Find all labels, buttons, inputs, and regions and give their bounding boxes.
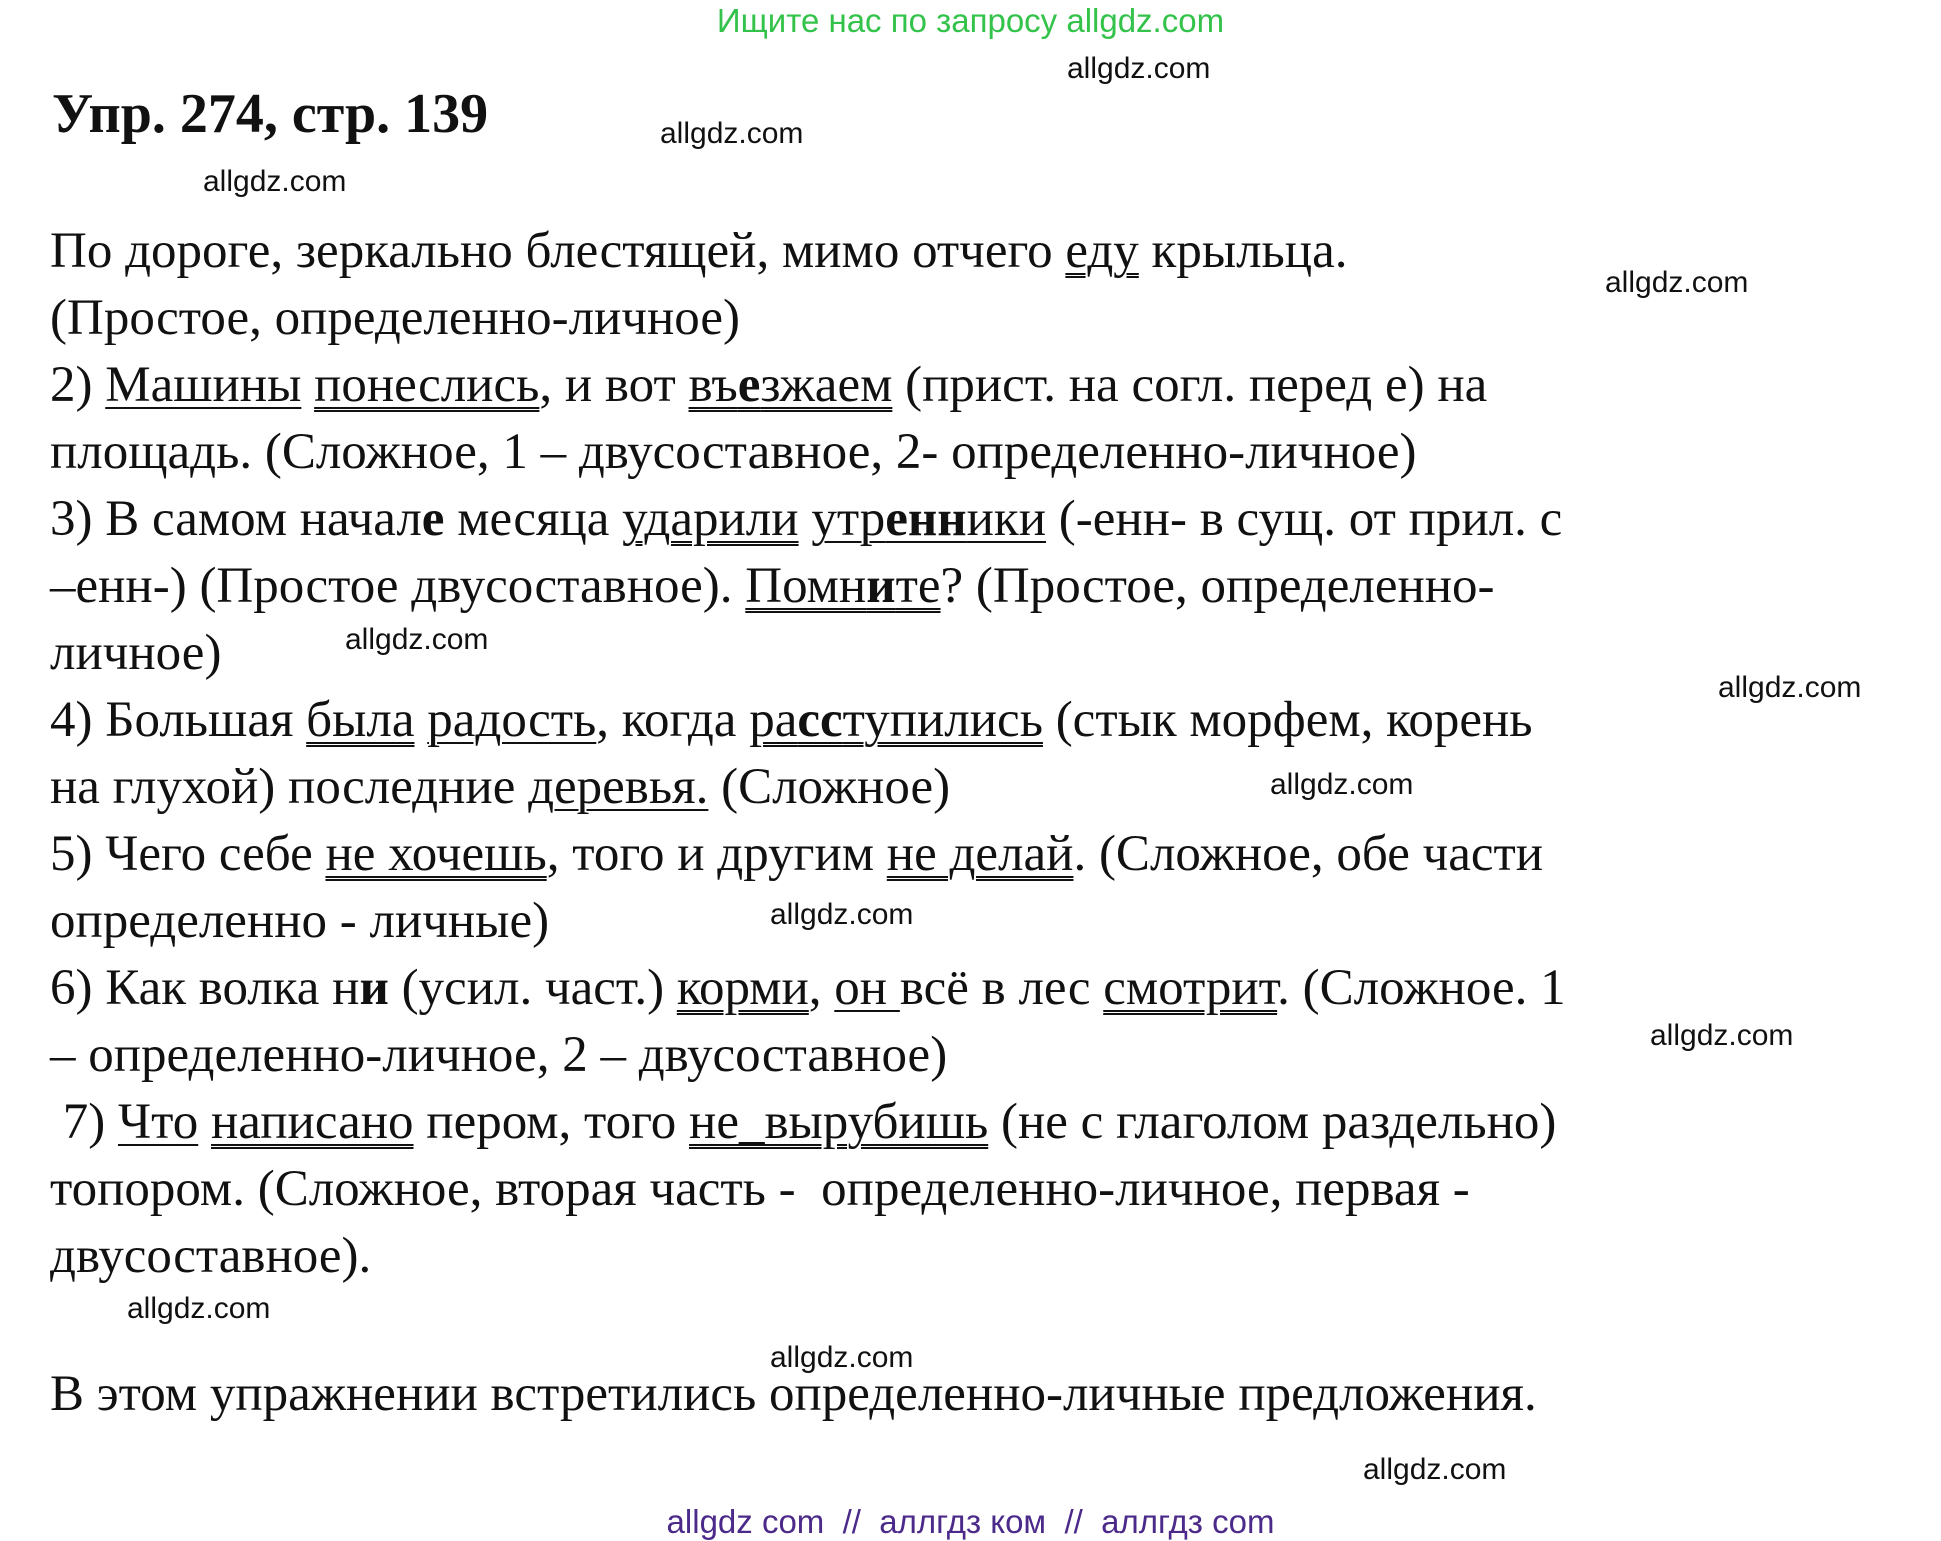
- text-line-9: на глухой) последние деревья. (Сложное): [50, 759, 951, 815]
- text-line-11: определенно - личные): [50, 893, 550, 949]
- watermark: allgdz.com: [127, 1292, 271, 1325]
- text-line-8: 4) Большая была радость, когда расступились (стык морфем, корень: [50, 692, 1533, 748]
- watermark: allgdz.com: [1605, 266, 1749, 299]
- watermark: allgdz.com: [660, 117, 804, 150]
- text-line-2: (Простое, определенно-личное): [50, 290, 741, 346]
- watermark: allgdz.com: [203, 165, 347, 198]
- exercise-title: Упр. 274, стр. 139: [52, 83, 489, 145]
- footer-links[interactable]: allgdz com // аллгдз ком // аллгдз com: [666, 1503, 1275, 1540]
- text-line-15: топором. (Сложное, вторая часть - определенно-личное, первая -: [50, 1161, 1470, 1217]
- text-line-4: площадь. (Сложное, 1 – двусоставное, 2- определенно-личное): [50, 424, 1417, 480]
- text-line-7: личное): [50, 625, 222, 681]
- text-line-3: 2) Машины понеслись, и вот въезжаем (прист. на согл. перед е) на: [50, 357, 1488, 413]
- text-line-12: 6) Как волка ни (усил. част.) корми, он всё в лес смотрит. (Сложное. 1: [50, 960, 1566, 1016]
- text-line-5: 3) В самом начале месяца ударили утренники (-енн- в сущ. от прил. с: [50, 491, 1563, 547]
- watermark: allgdz.com: [1718, 671, 1862, 704]
- watermark: allgdz.com: [1270, 768, 1414, 801]
- text-line-13: – определенно-личное, 2 – двусоставное): [50, 1027, 948, 1083]
- watermark: allgdz.com: [345, 623, 489, 656]
- watermark: allgdz.com: [770, 898, 914, 931]
- watermark: allgdz.com: [1363, 1453, 1507, 1486]
- watermark: allgdz.com: [1067, 52, 1211, 85]
- exercise-body: [50, 218, 1910, 1290]
- text-line-1: По дороге, зеркально блестящей, мимо отчего еду крыльца.: [50, 223, 1348, 279]
- conclusion-text: В этом упражнении встретились определенно-личные предложения.: [50, 1366, 1537, 1422]
- text-line-16: двусоставное).: [50, 1228, 372, 1284]
- watermark: allgdz.com: [770, 1341, 914, 1374]
- text-line-14: 7) Что написано пером, того не_вырубишь (не с глаголом раздельно): [50, 1094, 1557, 1150]
- search-banner: Ищите нас по запросу allgdz.com: [716, 2, 1225, 39]
- text-line-6: –енн-) (Простое двусоставное). Помните? (Простое, определенно-: [50, 558, 1495, 614]
- watermark: allgdz.com: [1650, 1019, 1794, 1052]
- text-line-10: 5) Чего себе не хочешь, того и другим не делай. (Сложное, обе части: [50, 826, 1544, 882]
